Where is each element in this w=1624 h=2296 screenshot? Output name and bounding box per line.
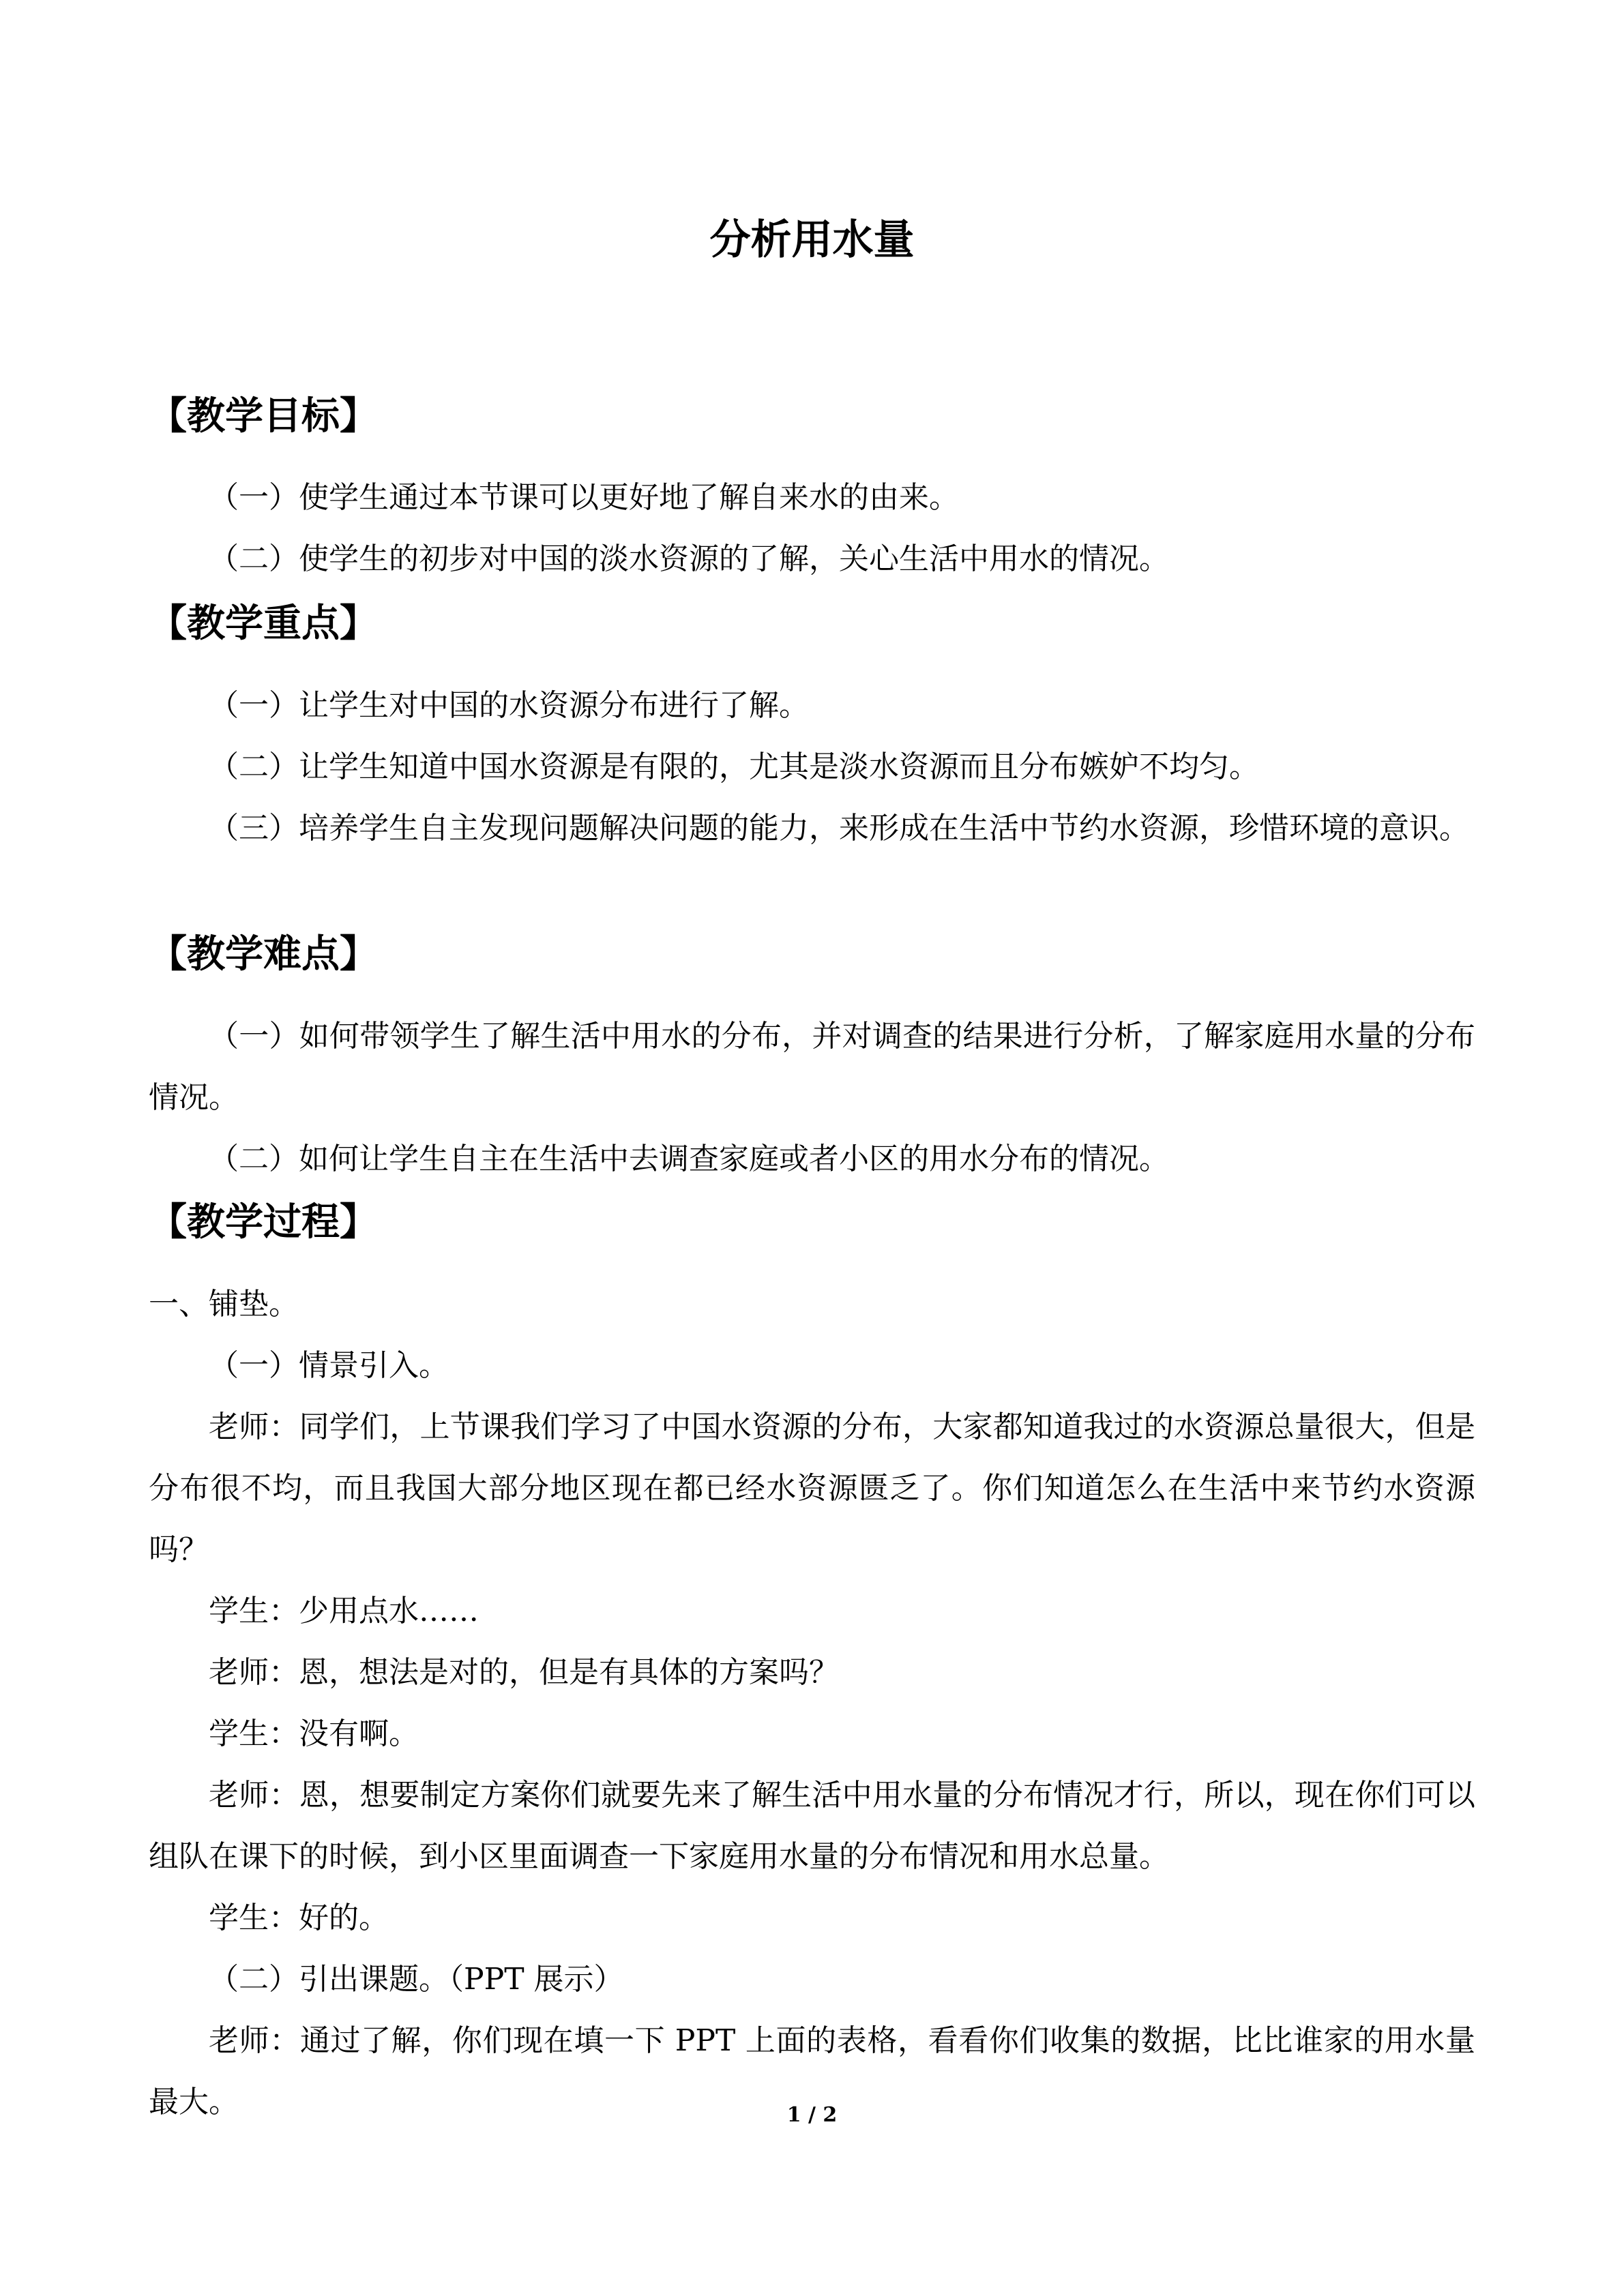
heading-key-points: 【教学重点】 <box>149 601 378 646</box>
difficulty-item-2: （二）如何让学生自主在生活中去调查家庭或者小区的用水分布的情况。 <box>209 1142 1169 1176</box>
document-title: 分析用水量 <box>709 216 915 264</box>
process-sub-2: （二）引出课题。（PPT 展示） <box>209 1962 624 1997</box>
page-number: 1 / 2 <box>786 2103 838 2127</box>
key-point-item-1: （一）让学生对中国的水资源分布进行了解。 <box>209 688 809 723</box>
objective-item-1: （一）使学生通过本节课可以更好地了解自来水的由来。 <box>209 480 959 515</box>
heading-difficulties: 【教学难点】 <box>149 931 378 976</box>
key-point-item-3: （三）培养学生自主发现问题解决问题的能力，来形成在生活中节约水资源，珍惜环境的意识。 <box>209 811 1469 846</box>
objective-item-2: （二）使学生的初步对中国的淡水资源的了解，关心生活中用水的情况。 <box>209 541 1169 576</box>
dialogue-line-3: 老师：恩，想法是对的，但是有具体的方案吗？ <box>209 1655 839 1690</box>
dialogue-line-7: 老师：通过了解，你们现在填一下 PPT 上面的表格，看看你们收集的数据，比比谁家的用水量最大。 <box>149 2023 1475 2119</box>
dialogue-line-2: 学生：少用点水…… <box>209 1594 479 1628</box>
dialogue-line-6: 学生：好的。 <box>209 1900 389 1935</box>
dialogue-line-4: 学生：没有啊。 <box>209 1716 419 1751</box>
difficulty-item-1: （一）如何带领学生了解生活中用水的分布，并对调查的结果进行分析，了解家庭用水量的分布情况。 <box>149 1019 1475 1115</box>
process-step-1: 一、铺垫。 <box>149 1287 299 1322</box>
key-point-item-2: （二）让学生知道中国水资源是有限的，尤其是淡水资源而且分布嫉妒不均匀。 <box>209 749 1259 784</box>
dialogue-line-1: 老师：同学们，上节课我们学习了中国水资源的分布，大家都知道我过的水资源总量很大，但是分布很不均，而且我国大部分地区现在都已经水资源匮乏了。你们知道怎么在生活中来节约水资源吗？ <box>149 1410 1475 1567</box>
heading-process: 【教学过程】 <box>149 1199 378 1244</box>
process-sub-1: （一）情景引入。 <box>209 1348 449 1383</box>
heading-objectives: 【教学目标】 <box>149 393 378 438</box>
dialogue-line-5: 老师：恩，想要制定方案你们就要先来了解生活中用水量的分布情况才行，所以，现在你们可以组队在课下的时候，到小区里面调查一下家庭用水量的分布情况和用水总量。 <box>149 1778 1475 1874</box>
